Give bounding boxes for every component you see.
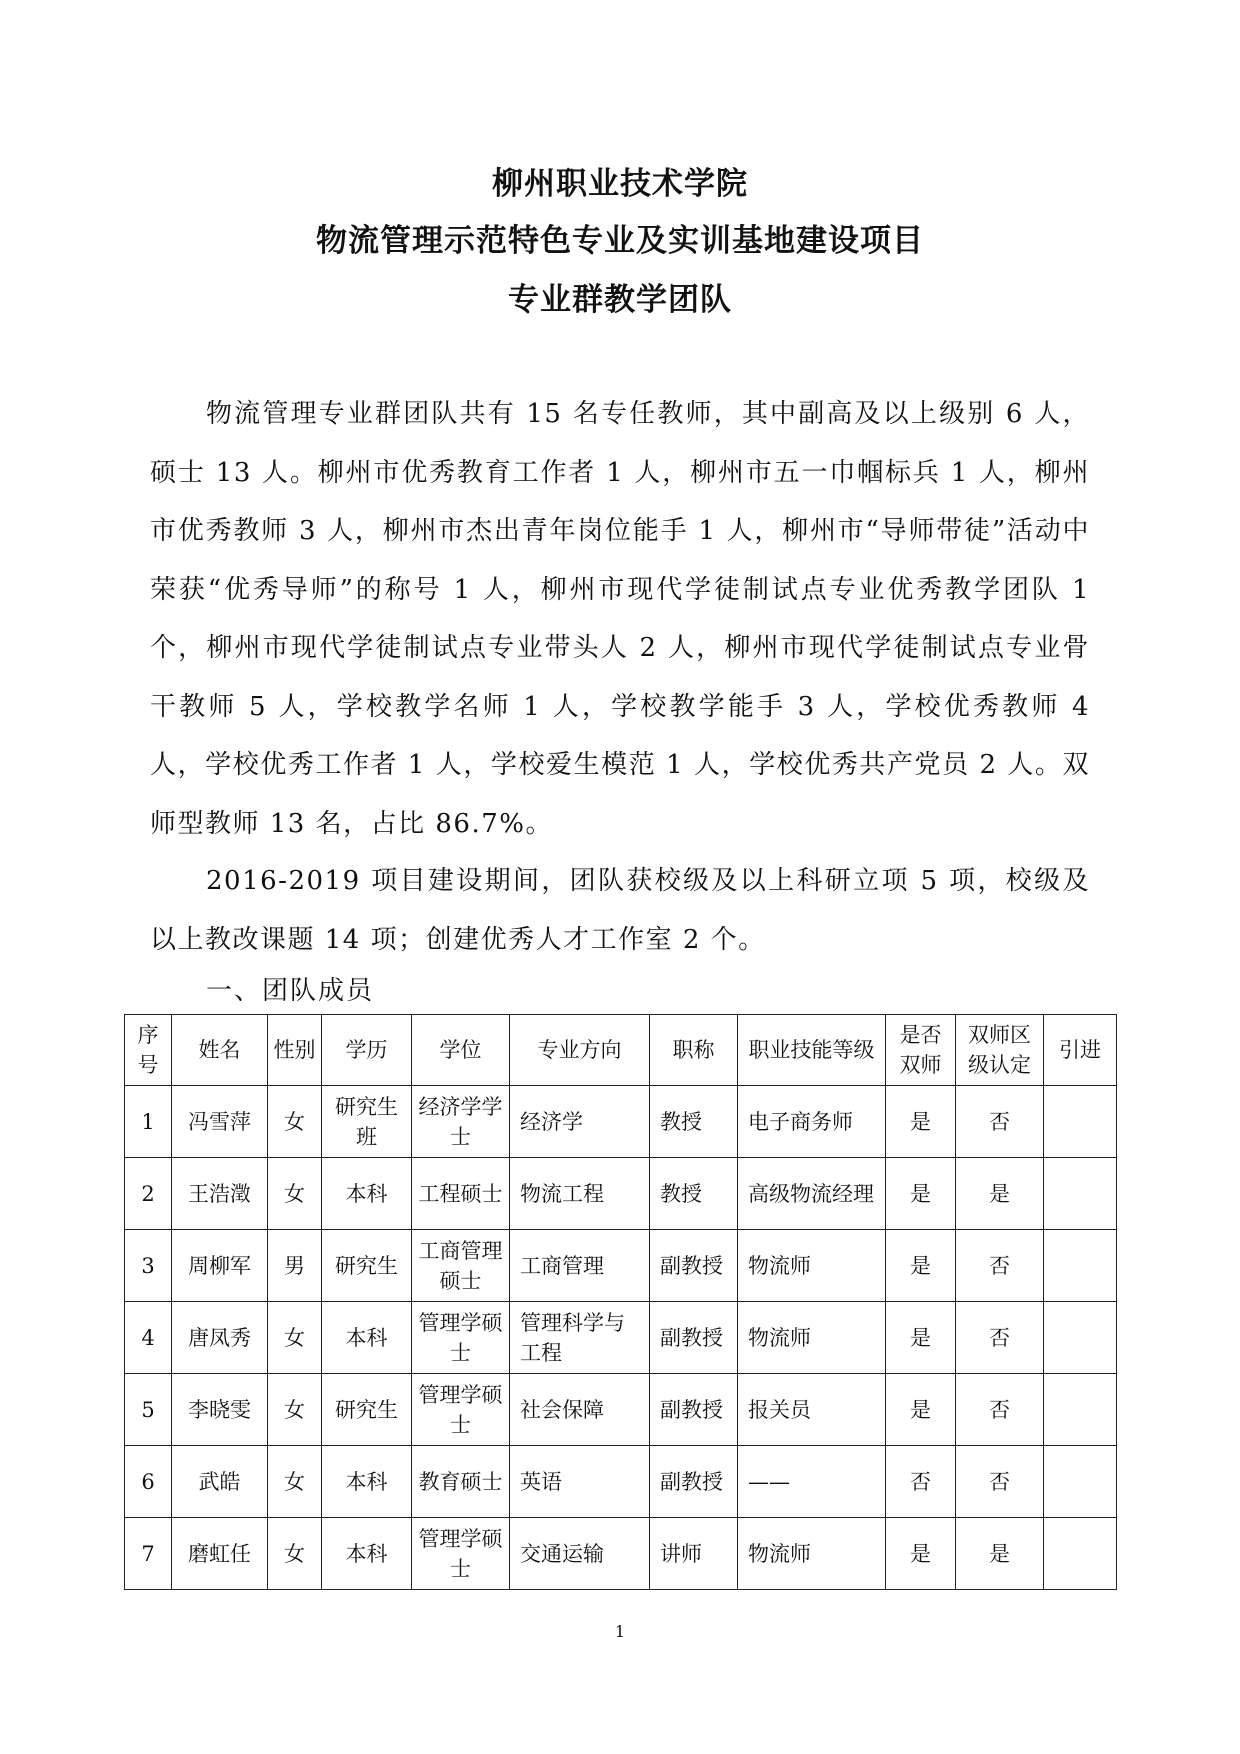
team-title: 专业群教学团队 bbox=[508, 282, 732, 318]
cell-title: 教授 bbox=[650, 1158, 738, 1230]
cell-title: 教授 bbox=[650, 1086, 738, 1158]
cell-title: 讲师 bbox=[650, 1518, 738, 1590]
team-members-table bbox=[124, 1014, 1117, 1590]
cell-dual-teacher: 是 bbox=[886, 1518, 956, 1590]
document-title: 柳州职业技术学院 bbox=[492, 166, 748, 202]
column-header: 序号 bbox=[125, 1015, 172, 1086]
cell-title: 副教授 bbox=[650, 1302, 738, 1374]
cell-skill-level: 报关员 bbox=[738, 1374, 886, 1446]
section-heading: 一、团队成员 bbox=[206, 976, 375, 1006]
cell-introduced bbox=[1044, 1374, 1117, 1446]
table-row bbox=[125, 1086, 1117, 1158]
cell-degree: 管理学硕士 bbox=[412, 1518, 510, 1590]
cell-education: 本科 bbox=[322, 1446, 412, 1518]
cell-skill-level: 物流师 bbox=[738, 1230, 886, 1302]
cell-title: 副教授 bbox=[650, 1230, 738, 1302]
cell-gender: 女 bbox=[268, 1446, 322, 1518]
cell-index: 5 bbox=[125, 1374, 172, 1446]
cell-dual-teacher: 是 bbox=[886, 1230, 956, 1302]
table-row bbox=[125, 1446, 1117, 1518]
cell-education: 研究生班 bbox=[322, 1086, 412, 1158]
cell-district-cert: 是 bbox=[956, 1158, 1044, 1230]
cell-gender: 女 bbox=[268, 1086, 322, 1158]
column-header: 学位 bbox=[412, 1015, 510, 1086]
column-header: 学历 bbox=[322, 1015, 412, 1086]
page-number: 1 bbox=[614, 1622, 626, 1641]
cell-major: 物流工程 bbox=[510, 1158, 650, 1230]
cell-district-cert: 否 bbox=[956, 1086, 1044, 1158]
cell-major: 管理科学与工程 bbox=[510, 1302, 650, 1374]
cell-major: 经济学 bbox=[510, 1086, 650, 1158]
cell-gender: 女 bbox=[268, 1158, 322, 1230]
cell-introduced bbox=[1044, 1302, 1117, 1374]
cell-degree: 管理学硕士 bbox=[412, 1302, 510, 1374]
cell-degree: 教育硕士 bbox=[412, 1446, 510, 1518]
cell-major: 英语 bbox=[510, 1446, 650, 1518]
cell-skill-level: 物流师 bbox=[738, 1518, 886, 1590]
cell-major: 交通运输 bbox=[510, 1518, 650, 1590]
table-row bbox=[125, 1518, 1117, 1590]
column-header: 姓名 bbox=[172, 1015, 268, 1086]
table-row bbox=[125, 1374, 1117, 1446]
table-header-row bbox=[125, 1015, 1117, 1086]
cell-dual-teacher: 是 bbox=[886, 1374, 956, 1446]
cell-gender: 男 bbox=[268, 1230, 322, 1302]
cell-district-cert: 否 bbox=[956, 1302, 1044, 1374]
cell-gender: 女 bbox=[268, 1374, 322, 1446]
cell-skill-level: 电子商务师 bbox=[738, 1086, 886, 1158]
cell-gender: 女 bbox=[268, 1518, 322, 1590]
cell-name: 唐凤秀 bbox=[172, 1302, 268, 1374]
cell-index: 3 bbox=[125, 1230, 172, 1302]
cell-name: 周柳军 bbox=[172, 1230, 268, 1302]
cell-degree: 工程硕士 bbox=[412, 1158, 510, 1230]
cell-index: 1 bbox=[125, 1086, 172, 1158]
project-paragraph: 2016-2019 项目建设期间，团队获校级及以上科研立项 5 项，校级及以上教改课题 14 项；创建优秀人才工作室 2 个。 bbox=[150, 866, 1090, 955]
cell-title: 副教授 bbox=[650, 1446, 738, 1518]
cell-district-cert: 否 bbox=[956, 1374, 1044, 1446]
cell-introduced bbox=[1044, 1086, 1117, 1158]
cell-dual-teacher: 是 bbox=[886, 1158, 956, 1230]
cell-index: 6 bbox=[125, 1446, 172, 1518]
cell-skill-level: 物流师 bbox=[738, 1302, 886, 1374]
cell-name: 武皓 bbox=[172, 1446, 268, 1518]
cell-degree: 管理学硕士 bbox=[412, 1374, 510, 1446]
column-header: 专业方向 bbox=[510, 1015, 650, 1086]
cell-introduced bbox=[1044, 1230, 1117, 1302]
column-header: 职称 bbox=[650, 1015, 738, 1086]
cell-district-cert: 否 bbox=[956, 1230, 1044, 1302]
cell-education: 研究生 bbox=[322, 1230, 412, 1302]
cell-skill-level: 高级物流经理 bbox=[738, 1158, 886, 1230]
cell-introduced bbox=[1044, 1518, 1117, 1590]
cell-education: 本科 bbox=[322, 1518, 412, 1590]
table-row bbox=[125, 1158, 1117, 1230]
intro-paragraph: 物流管理专业群团队共有 15 名专任教师，其中副高及以上级别 6 人，硕士 13 人。柳州市优秀教育工作者 1 人，柳州市五一巾帼标兵 1 人，柳州市优秀教师 3 人，柳州市杰出青年岗位能手 1 人，柳州市“导师带徒”活动中荣获“优秀导师”的称号 1 人，柳州市现代学徒制试点专业优秀教学团队 1 个，柳州市现代学徒制试点专业带头人 2 人，柳州市现代学徒制试点专业骨干教师 5 人，学校教学名师 1 人，学校教学能手 3 人，学校优秀教师 4 人，学校优秀工作者 1 人，学校爱生模范 1 人，学校优秀共产党员 2 人。双师型教师 13 名，占比 86.7%。 bbox=[150, 399, 1090, 839]
cell-name: 王浩澂 bbox=[172, 1158, 268, 1230]
column-header: 职业技能等级 bbox=[738, 1015, 886, 1086]
cell-major: 工商管理 bbox=[510, 1230, 650, 1302]
column-header: 性别 bbox=[268, 1015, 322, 1086]
column-header: 引进 bbox=[1044, 1015, 1117, 1086]
column-header: 双师区级认定 bbox=[956, 1015, 1044, 1086]
cell-name: 磨虹任 bbox=[172, 1518, 268, 1590]
cell-name: 李晓雯 bbox=[172, 1374, 268, 1446]
cell-index: 2 bbox=[125, 1158, 172, 1230]
cell-education: 本科 bbox=[322, 1158, 412, 1230]
cell-introduced bbox=[1044, 1446, 1117, 1518]
cell-education: 研究生 bbox=[322, 1374, 412, 1446]
cell-gender: 女 bbox=[268, 1302, 322, 1374]
cell-district-cert: 否 bbox=[956, 1446, 1044, 1518]
cell-education: 本科 bbox=[322, 1302, 412, 1374]
cell-dual-teacher: 是 bbox=[886, 1086, 956, 1158]
table-row bbox=[125, 1302, 1117, 1374]
cell-introduced bbox=[1044, 1158, 1117, 1230]
cell-degree: 工商管理硕士 bbox=[412, 1230, 510, 1302]
column-header: 是否双师 bbox=[886, 1015, 956, 1086]
cell-title: 副教授 bbox=[650, 1374, 738, 1446]
project-title: 物流管理示范特色专业及实训基地建设项目 bbox=[316, 223, 924, 259]
cell-degree: 经济学学士 bbox=[412, 1086, 510, 1158]
table-row bbox=[125, 1230, 1117, 1302]
cell-index: 4 bbox=[125, 1302, 172, 1374]
cell-major: 社会保障 bbox=[510, 1374, 650, 1446]
cell-skill-level: —— bbox=[738, 1446, 886, 1518]
cell-index: 7 bbox=[125, 1518, 172, 1590]
cell-dual-teacher: 否 bbox=[886, 1446, 956, 1518]
cell-district-cert: 是 bbox=[956, 1518, 1044, 1590]
cell-name: 冯雪萍 bbox=[172, 1086, 268, 1158]
cell-dual-teacher: 是 bbox=[886, 1302, 956, 1374]
